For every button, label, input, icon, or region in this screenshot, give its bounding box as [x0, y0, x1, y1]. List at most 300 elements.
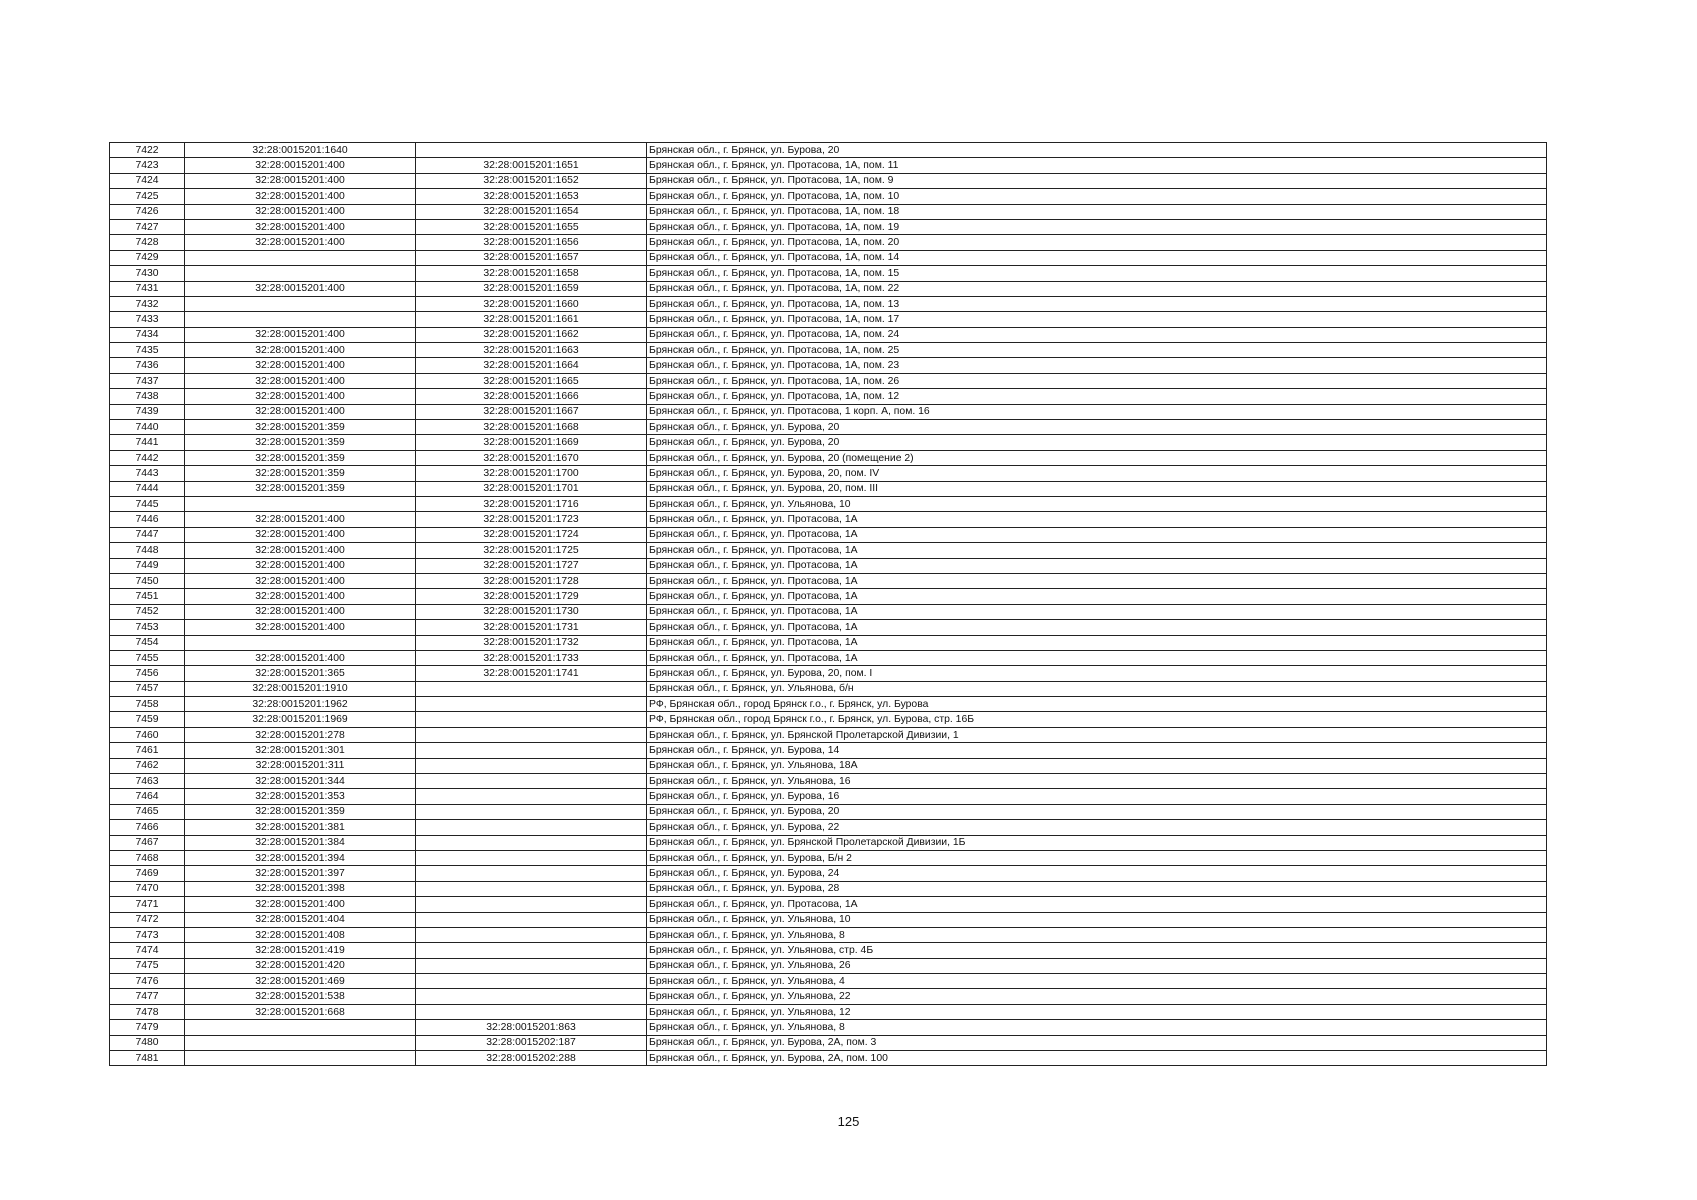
table-row [110, 219, 1547, 234]
table-row [110, 435, 1547, 450]
address-cell: Брянская обл., г. Брянск, ул. Протасова, 1А [647, 620, 1547, 635]
cadastral-number-cell: 32:28:0015201:1668 [416, 420, 647, 435]
row-number-cell: 7436 [110, 358, 185, 373]
cadastral-number-cell: 32:28:0015201:863 [416, 1020, 647, 1035]
table-row [110, 1051, 1547, 1066]
row-number-cell: 7459 [110, 712, 185, 727]
cadastral-number-cell [416, 681, 647, 696]
cadastral-parent-cell: 32:28:0015201:668 [185, 1004, 416, 1019]
table-row [110, 620, 1547, 635]
cadastral-parent-cell: 32:28:0015201:400 [185, 573, 416, 588]
address-cell: Брянская обл., г. Брянск, ул. Протасова, 1А, пом. 19 [647, 219, 1547, 234]
address-cell: Брянская обл., г. Брянск, ул. Протасова, 1А, пом. 23 [647, 358, 1547, 373]
cadastral-number-cell: 32:28:0015201:1701 [416, 481, 647, 496]
address-cell: Брянская обл., г. Брянск, ул. Протасова, 1А, пом. 20 [647, 235, 1547, 250]
cadastral-number-cell [416, 727, 647, 742]
cadastral-parent-cell: 32:28:0015201:400 [185, 527, 416, 542]
cadastral-parent-cell: 32:28:0015201:400 [185, 512, 416, 527]
row-number-cell: 7424 [110, 173, 185, 188]
row-number-cell: 7481 [110, 1051, 185, 1066]
address-cell: Брянская обл., г. Брянск, ул. Бурова, 16 [647, 789, 1547, 804]
address-cell: РФ, Брянская обл., город Брянск г.о., г. Брянск, ул. Бурова, стр. 16Б [647, 712, 1547, 727]
address-cell: Брянская обл., г. Брянск, ул. Протасова, 1А, пом. 22 [647, 281, 1547, 296]
table-row [110, 543, 1547, 558]
table-row [110, 450, 1547, 465]
address-cell: Брянская обл., г. Брянск, ул. Протасова, 1А, пом. 17 [647, 312, 1547, 327]
cadastral-number-cell [416, 835, 647, 850]
address-cell: Брянская обл., г. Брянск, ул. Ульянова, 8 [647, 927, 1547, 942]
cadastral-parent-cell [185, 296, 416, 311]
cadastral-number-cell: 32:28:0015201:1730 [416, 604, 647, 619]
cadastral-number-cell [416, 912, 647, 927]
cadastral-number-cell: 32:28:0015201:1654 [416, 204, 647, 219]
cadastral-parent-cell [185, 1020, 416, 1035]
table-row [110, 943, 1547, 958]
table-row [110, 927, 1547, 942]
table-row [110, 404, 1547, 419]
row-number-cell: 7435 [110, 343, 185, 358]
table-row [110, 974, 1547, 989]
cadastral-number-cell: 32:28:0015201:1725 [416, 543, 647, 558]
row-number-cell: 7446 [110, 512, 185, 527]
table-row [110, 820, 1547, 835]
address-cell: Брянская обл., г. Брянск, ул. Протасова, 1А [647, 573, 1547, 588]
registry-table-body [110, 143, 1547, 1066]
cadastral-number-cell [416, 974, 647, 989]
row-number-cell: 7427 [110, 219, 185, 234]
cadastral-number-cell [416, 804, 647, 819]
table-row [110, 235, 1547, 250]
cadastral-number-cell [416, 866, 647, 881]
cadastral-parent-cell: 32:28:0015201:381 [185, 820, 416, 835]
address-cell: Брянская обл., г. Брянск, ул. Протасова, 1А, пом. 13 [647, 296, 1547, 311]
cadastral-number-cell [416, 712, 647, 727]
table-row [110, 527, 1547, 542]
cadastral-number-cell [416, 927, 647, 942]
address-cell: Брянская обл., г. Брянск, ул. Бурова, 24 [647, 866, 1547, 881]
address-cell: Брянская обл., г. Брянск, ул. Протасова, 1А [647, 589, 1547, 604]
cadastral-number-cell: 32:28:0015201:1741 [416, 666, 647, 681]
cadastral-parent-cell: 32:28:0015201:400 [185, 620, 416, 635]
row-number-cell: 7429 [110, 250, 185, 265]
address-cell: Брянская обл., г. Брянск, ул. Бурова, 20 [647, 143, 1547, 158]
address-cell: Брянская обл., г. Брянск, ул. Ульянова, 22 [647, 989, 1547, 1004]
row-number-cell: 7450 [110, 573, 185, 588]
cadastral-parent-cell: 32:28:0015201:400 [185, 173, 416, 188]
address-cell: Брянская обл., г. Брянск, ул. Протасова, 1А, пом. 9 [647, 173, 1547, 188]
cadastral-number-cell: 32:28:0015201:1660 [416, 296, 647, 311]
cadastral-parent-cell: 32:28:0015201:400 [185, 589, 416, 604]
address-cell: Брянская обл., г. Брянск, ул. Ульянова, 8 [647, 1020, 1547, 1035]
row-number-cell: 7476 [110, 974, 185, 989]
row-number-cell: 7479 [110, 1020, 185, 1035]
cadastral-number-cell: 32:28:0015201:1667 [416, 404, 647, 419]
table-row [110, 789, 1547, 804]
table-row [110, 420, 1547, 435]
table-row [110, 1020, 1547, 1035]
row-number-cell: 7440 [110, 420, 185, 435]
row-number-cell: 7451 [110, 589, 185, 604]
table-row [110, 589, 1547, 604]
table-row [110, 604, 1547, 619]
cadastral-parent-cell: 32:28:0015201:359 [185, 466, 416, 481]
cadastral-number-cell [416, 743, 647, 758]
cadastral-parent-cell: 32:28:0015201:400 [185, 604, 416, 619]
cadastral-number-cell: 32:28:0015201:1655 [416, 219, 647, 234]
address-cell: Брянская обл., г. Брянск, ул. Ульянова, 10 [647, 496, 1547, 511]
address-cell: Брянская обл., г. Брянск, ул. Протасова, 1А [647, 512, 1547, 527]
table-row [110, 989, 1547, 1004]
cadastral-parent-cell: 32:28:0015201:365 [185, 666, 416, 681]
row-number-cell: 7462 [110, 758, 185, 773]
address-cell: Брянская обл., г. Брянск, ул. Бурова, 20 (помещение 2) [647, 450, 1547, 465]
address-cell: Брянская обл., г. Брянск, ул. Ульянова, 4 [647, 974, 1547, 989]
address-cell: Брянская обл., г. Брянск, ул. Протасова, 1А, пом. 24 [647, 327, 1547, 342]
cadastral-number-cell: 32:28:0015202:187 [416, 1035, 647, 1050]
row-number-cell: 7437 [110, 373, 185, 388]
cadastral-number-cell [416, 943, 647, 958]
cadastral-parent-cell: 32:28:0015201:469 [185, 974, 416, 989]
cadastral-number-cell: 32:28:0015201:1651 [416, 158, 647, 173]
cadastral-parent-cell [185, 1035, 416, 1050]
row-number-cell: 7460 [110, 727, 185, 742]
row-number-cell: 7477 [110, 989, 185, 1004]
cadastral-parent-cell: 32:28:0015201:359 [185, 435, 416, 450]
row-number-cell: 7456 [110, 666, 185, 681]
table-row [110, 835, 1547, 850]
row-number-cell: 7442 [110, 450, 185, 465]
table-row [110, 496, 1547, 511]
row-number-cell: 7426 [110, 204, 185, 219]
table-row [110, 312, 1547, 327]
cadastral-parent-cell: 32:28:0015201:400 [185, 189, 416, 204]
table-row [110, 189, 1547, 204]
row-number-cell: 7430 [110, 266, 185, 281]
cadastral-number-cell: 32:28:0015201:1733 [416, 650, 647, 665]
table-row [110, 958, 1547, 973]
row-number-cell: 7438 [110, 389, 185, 404]
cadastral-parent-cell: 32:28:0015201:400 [185, 219, 416, 234]
cadastral-number-cell: 32:28:0015201:1724 [416, 527, 647, 542]
table-row [110, 758, 1547, 773]
cadastral-parent-cell: 32:28:0015201:400 [185, 650, 416, 665]
row-number-cell: 7439 [110, 404, 185, 419]
cadastral-number-cell [416, 989, 647, 1004]
address-cell: Брянская обл., г. Брянск, ул. Протасова, 1А, пом. 12 [647, 389, 1547, 404]
cadastral-parent-cell: 32:28:0015201:301 [185, 743, 416, 758]
row-number-cell: 7444 [110, 481, 185, 496]
cadastral-number-cell [416, 1004, 647, 1019]
address-cell: Брянская обл., г. Брянск, ул. Ульянова, 12 [647, 1004, 1547, 1019]
address-cell: Брянская обл., г. Брянск, ул. Бурова, 20 [647, 804, 1547, 819]
table-row [110, 712, 1547, 727]
address-cell: Брянская обл., г. Брянск, ул. Бурова, 20, пом. III [647, 481, 1547, 496]
row-number-cell: 7433 [110, 312, 185, 327]
table-row [110, 897, 1547, 912]
address-cell: Брянская обл., г. Брянск, ул. Ульянова, 10 [647, 912, 1547, 927]
row-number-cell: 7465 [110, 804, 185, 819]
cadastral-parent-cell: 32:28:0015201:359 [185, 450, 416, 465]
row-number-cell: 7473 [110, 927, 185, 942]
cadastral-parent-cell [185, 266, 416, 281]
cadastral-number-cell: 32:28:0015201:1657 [416, 250, 647, 265]
table-row [110, 650, 1547, 665]
cadastral-parent-cell [185, 496, 416, 511]
cadastral-number-cell: 32:28:0015201:1670 [416, 450, 647, 465]
cadastral-parent-cell [185, 250, 416, 265]
address-cell: Брянская обл., г. Брянск, ул. Ульянова, 16 [647, 774, 1547, 789]
row-number-cell: 7425 [110, 189, 185, 204]
cadastral-parent-cell: 32:28:0015201:384 [185, 835, 416, 850]
cadastral-parent-cell: 32:28:0015201:311 [185, 758, 416, 773]
cadastral-parent-cell [185, 312, 416, 327]
cadastral-number-cell [416, 850, 647, 865]
row-number-cell: 7480 [110, 1035, 185, 1050]
address-cell: Брянская обл., г. Брянск, ул. Протасова, 1А, пом. 14 [647, 250, 1547, 265]
cadastral-parent-cell: 32:28:0015201:400 [185, 327, 416, 342]
table-row [110, 173, 1547, 188]
address-cell: Брянская обл., г. Брянск, ул. Протасова, 1А, пом. 11 [647, 158, 1547, 173]
row-number-cell: 7447 [110, 527, 185, 542]
address-cell: Брянская обл., г. Брянск, ул. Протасова, 1А, пом. 15 [647, 266, 1547, 281]
table-row [110, 774, 1547, 789]
cadastral-parent-cell [185, 635, 416, 650]
row-number-cell: 7423 [110, 158, 185, 173]
cadastral-parent-cell: 32:28:0015201:359 [185, 804, 416, 819]
cadastral-number-cell [416, 143, 647, 158]
table-row [110, 558, 1547, 573]
table-row [110, 850, 1547, 865]
cadastral-number-cell [416, 881, 647, 896]
cadastral-number-cell: 32:28:0015201:1723 [416, 512, 647, 527]
cadastral-parent-cell: 32:28:0015201:400 [185, 897, 416, 912]
cadastral-parent-cell: 32:28:0015201:353 [185, 789, 416, 804]
address-cell: Брянская обл., г. Брянск, ул. Бурова, 22 [647, 820, 1547, 835]
address-cell: Брянская обл., г. Брянск, ул. Протасова, 1 корп. А, пом. 16 [647, 404, 1547, 419]
cadastral-parent-cell: 32:28:0015201:404 [185, 912, 416, 927]
table-row [110, 481, 1547, 496]
cadastral-parent-cell: 32:28:0015201:278 [185, 727, 416, 742]
table-row [110, 697, 1547, 712]
cadastral-number-cell: 32:28:0015201:1665 [416, 373, 647, 388]
table-row [110, 635, 1547, 650]
table-row [110, 681, 1547, 696]
cadastral-parent-cell: 32:28:0015201:1969 [185, 712, 416, 727]
table-row [110, 912, 1547, 927]
address-cell: РФ, Брянская обл., город Брянск г.о., г. Брянск, ул. Бурова [647, 697, 1547, 712]
row-number-cell: 7469 [110, 866, 185, 881]
cadastral-parent-cell: 32:28:0015201:400 [185, 235, 416, 250]
address-cell: Брянская обл., г. Брянск, ул. Бурова, 2А, пом. 3 [647, 1035, 1547, 1050]
row-number-cell: 7445 [110, 496, 185, 511]
cadastral-number-cell: 32:28:0015201:1652 [416, 173, 647, 188]
address-cell: Брянская обл., г. Брянск, ул. Ульянова, 26 [647, 958, 1547, 973]
row-number-cell: 7455 [110, 650, 185, 665]
cadastral-number-cell: 32:28:0015201:1731 [416, 620, 647, 635]
address-cell: Брянская обл., г. Брянск, ул. Брянской Пролетарской Дивизии, 1Б [647, 835, 1547, 850]
row-number-cell: 7461 [110, 743, 185, 758]
address-cell: Брянская обл., г. Брянск, ул. Протасова, 1А [647, 543, 1547, 558]
cadastral-number-cell: 32:28:0015201:1727 [416, 558, 647, 573]
address-cell: Брянская обл., г. Брянск, ул. Бурова, 20, пом. IV [647, 466, 1547, 481]
address-cell: Брянская обл., г. Брянск, ул. Протасова, 1А, пом. 18 [647, 204, 1547, 219]
table-row [110, 804, 1547, 819]
row-number-cell: 7441 [110, 435, 185, 450]
table-row [110, 512, 1547, 527]
cadastral-number-cell: 32:28:0015201:1653 [416, 189, 647, 204]
row-number-cell: 7468 [110, 850, 185, 865]
address-cell: Брянская обл., г. Брянск, ул. Протасова, 1А [647, 635, 1547, 650]
page-number: 125 [837, 1114, 860, 1129]
address-cell: Брянская обл., г. Брянск, ул. Бурова, 20 [647, 420, 1547, 435]
row-number-cell: 7452 [110, 604, 185, 619]
cadastral-parent-cell: 32:28:0015201:400 [185, 343, 416, 358]
table-row [110, 250, 1547, 265]
row-number-cell: 7467 [110, 835, 185, 850]
table-row [110, 343, 1547, 358]
row-number-cell: 7453 [110, 620, 185, 635]
cadastral-parent-cell: 32:28:0015201:400 [185, 158, 416, 173]
address-cell: Брянская обл., г. Брянск, ул. Ульянова, стр. 4Б [647, 943, 1547, 958]
address-cell: Брянская обл., г. Брянск, ул. Протасова, 1А, пом. 26 [647, 373, 1547, 388]
cadastral-number-cell: 32:28:0015201:1732 [416, 635, 647, 650]
row-number-cell: 7428 [110, 235, 185, 250]
cadastral-parent-cell: 32:28:0015201:408 [185, 927, 416, 942]
cadastral-number-cell: 32:28:0015201:1664 [416, 358, 647, 373]
row-number-cell: 7463 [110, 774, 185, 789]
cadastral-parent-cell: 32:28:0015201:359 [185, 420, 416, 435]
row-number-cell: 7422 [110, 143, 185, 158]
cadastral-number-cell [416, 820, 647, 835]
row-number-cell: 7474 [110, 943, 185, 958]
row-number-cell: 7454 [110, 635, 185, 650]
cadastral-number-cell [416, 697, 647, 712]
cadastral-number-cell: 32:28:0015201:1663 [416, 343, 647, 358]
table-row [110, 389, 1547, 404]
address-cell: Брянская обл., г. Брянск, ул. Протасова, 1А [647, 650, 1547, 665]
cadastral-parent-cell: 32:28:0015201:344 [185, 774, 416, 789]
cadastral-number-cell: 32:28:0015201:1666 [416, 389, 647, 404]
cadastral-parent-cell: 32:28:0015201:538 [185, 989, 416, 1004]
table-row [110, 1035, 1547, 1050]
cadastral-number-cell [416, 958, 647, 973]
cadastral-parent-cell: 32:28:0015201:400 [185, 543, 416, 558]
table-row [110, 358, 1547, 373]
table-row [110, 866, 1547, 881]
cadastral-parent-cell: 32:28:0015201:394 [185, 850, 416, 865]
row-number-cell: 7478 [110, 1004, 185, 1019]
address-cell: Брянская обл., г. Брянск, ул. Бурова, 28 [647, 881, 1547, 896]
table-row [110, 373, 1547, 388]
cadastral-number-cell [416, 897, 647, 912]
row-number-cell: 7464 [110, 789, 185, 804]
cadastral-parent-cell: 32:28:0015201:398 [185, 881, 416, 896]
cadastral-parent-cell: 32:28:0015201:400 [185, 389, 416, 404]
table-row [110, 881, 1547, 896]
row-number-cell: 7466 [110, 820, 185, 835]
cadastral-number-cell: 32:28:0015201:1656 [416, 235, 647, 250]
cadastral-number-cell [416, 758, 647, 773]
cadastral-number-cell: 32:28:0015201:1700 [416, 466, 647, 481]
address-cell: Брянская обл., г. Брянск, ул. Протасова, 1А [647, 897, 1547, 912]
cadastral-number-cell: 32:28:0015201:1728 [416, 573, 647, 588]
cadastral-parent-cell: 32:28:0015201:419 [185, 943, 416, 958]
cadastral-parent-cell: 32:28:0015201:400 [185, 204, 416, 219]
table-row [110, 143, 1547, 158]
cadastral-number-cell: 32:28:0015201:1659 [416, 281, 647, 296]
cadastral-parent-cell: 32:28:0015201:400 [185, 558, 416, 573]
cadastral-parent-cell: 32:28:0015201:1962 [185, 697, 416, 712]
row-number-cell: 7432 [110, 296, 185, 311]
cadastral-parent-cell: 32:28:0015201:1910 [185, 681, 416, 696]
table-row [110, 1004, 1547, 1019]
row-number-cell: 7475 [110, 958, 185, 973]
cadastral-parent-cell [185, 1051, 416, 1066]
row-number-cell: 7470 [110, 881, 185, 896]
row-number-cell: 7431 [110, 281, 185, 296]
cadastral-number-cell: 32:28:0015201:1662 [416, 327, 647, 342]
address-cell: Брянская обл., г. Брянск, ул. Протасова, 1А, пом. 10 [647, 189, 1547, 204]
cadastral-parent-cell: 32:28:0015201:397 [185, 866, 416, 881]
table-row [110, 743, 1547, 758]
table-row [110, 327, 1547, 342]
address-cell: Брянская обл., г. Брянск, ул. Брянской Пролетарской Дивизии, 1 [647, 727, 1547, 742]
row-number-cell: 7458 [110, 697, 185, 712]
address-cell: Брянская обл., г. Брянск, ул. Ульянова, б/н [647, 681, 1547, 696]
cadastral-number-cell: 32:28:0015201:1658 [416, 266, 647, 281]
table-row [110, 281, 1547, 296]
address-cell: Брянская обл., г. Брянск, ул. Бурова, Б/н 2 [647, 850, 1547, 865]
cadastral-number-cell: 32:28:0015201:1669 [416, 435, 647, 450]
table-row [110, 727, 1547, 742]
address-cell: Брянская обл., г. Брянск, ул. Бурова, 20, пом. I [647, 666, 1547, 681]
table-row [110, 466, 1547, 481]
address-cell: Брянская обл., г. Брянск, ул. Протасова, 1А [647, 527, 1547, 542]
row-number-cell: 7471 [110, 897, 185, 912]
address-cell: Брянская обл., г. Брянск, ул. Протасова, 1А, пом. 25 [647, 343, 1547, 358]
table-row [110, 204, 1547, 219]
row-number-cell: 7434 [110, 327, 185, 342]
cadastral-parent-cell: 32:28:0015201:1640 [185, 143, 416, 158]
table-row [110, 296, 1547, 311]
address-cell: Брянская обл., г. Брянск, ул. Протасова, 1А [647, 558, 1547, 573]
row-number-cell: 7448 [110, 543, 185, 558]
row-number-cell: 7472 [110, 912, 185, 927]
row-number-cell: 7443 [110, 466, 185, 481]
cadastral-number-cell: 32:28:0015202:288 [416, 1051, 647, 1066]
cadastral-parent-cell: 32:28:0015201:359 [185, 481, 416, 496]
address-cell: Брянская обл., г. Брянск, ул. Бурова, 2А, пом. 100 [647, 1051, 1547, 1066]
table-row [110, 666, 1547, 681]
cadastral-parent-cell: 32:28:0015201:400 [185, 281, 416, 296]
row-number-cell: 7449 [110, 558, 185, 573]
address-cell: Брянская обл., г. Брянск, ул. Ульянова, 18А [647, 758, 1547, 773]
cadastral-number-cell [416, 789, 647, 804]
address-cell: Брянская обл., г. Брянск, ул. Протасова, 1А [647, 604, 1547, 619]
cadastral-number-cell [416, 774, 647, 789]
cadastral-parent-cell: 32:28:0015201:400 [185, 358, 416, 373]
cadastral-number-cell: 32:28:0015201:1661 [416, 312, 647, 327]
cadastral-parent-cell: 32:28:0015201:400 [185, 404, 416, 419]
table-row [110, 266, 1547, 281]
address-cell: Брянская обл., г. Брянск, ул. Бурова, 20 [647, 435, 1547, 450]
registry-table [109, 142, 1547, 1066]
table-row [110, 573, 1547, 588]
cadastral-number-cell: 32:28:0015201:1729 [416, 589, 647, 604]
row-number-cell: 7457 [110, 681, 185, 696]
cadastral-parent-cell: 32:28:0015201:420 [185, 958, 416, 973]
address-cell: Брянская обл., г. Брянск, ул. Бурова, 14 [647, 743, 1547, 758]
